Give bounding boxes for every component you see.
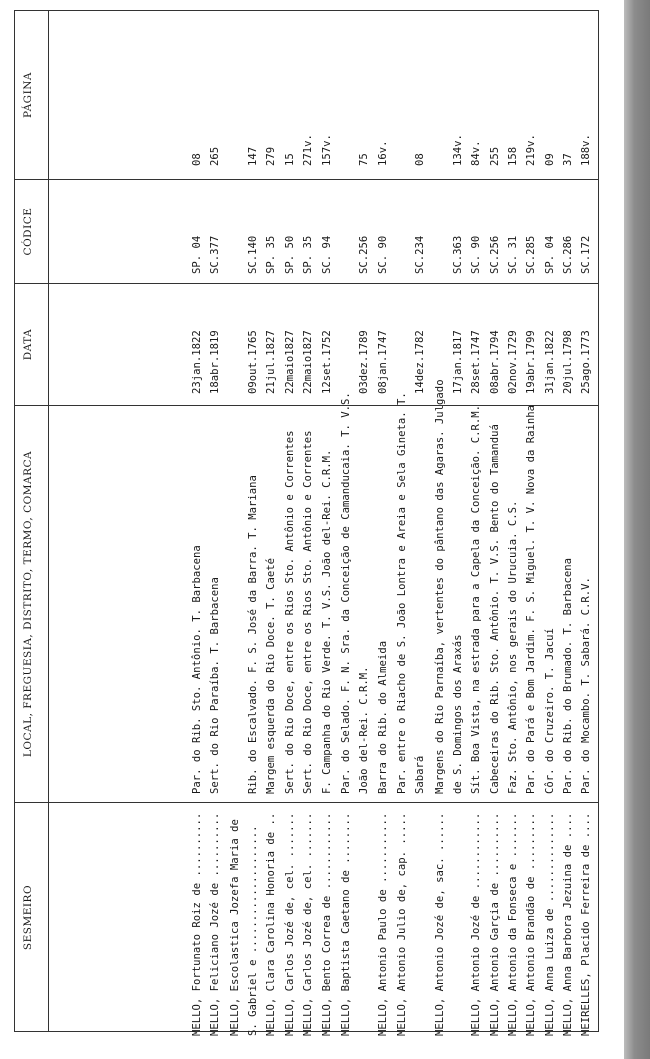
pagina-cell: 255 xyxy=(489,146,501,166)
local-text: Par. do Selado. F. N. Sra. da Conceição de Camanducaia. T. V.S. xyxy=(340,392,352,794)
codice-cell: SC.140 xyxy=(247,235,259,274)
date-cell: 03dez.1789 xyxy=(358,330,370,394)
sesmeiro-name: MELLO, Baptista Caetano de ........ xyxy=(340,812,352,1036)
local-text: Sabará xyxy=(414,755,426,794)
local-text: Par. do Pará e Bom Jardim. F. S. Miguel. T. V. Nova da Rainha xyxy=(525,404,537,794)
local-text: Côr. do Cruzeiro. T. Jacuí xyxy=(544,628,556,794)
local-text: Sert. do Rio Paraíba. T. Barbacena xyxy=(209,577,221,794)
pagina-cell: 37 xyxy=(562,153,574,166)
date-cell: 02nov.1729 xyxy=(507,330,519,394)
codice-cell: SC.172 xyxy=(580,235,592,274)
codice-cell: SC.286 xyxy=(562,235,574,274)
pagina-cell: 265 xyxy=(209,146,221,166)
date-cell: 17jan.1817 xyxy=(452,330,464,394)
sesmeiro-name: MELLO, Feliciano Jozé de .......... xyxy=(209,812,221,1036)
header-separator xyxy=(48,10,49,1032)
local-text: Faz. Sto. Antônio, nos gerais do Urucuia. C.S. xyxy=(507,500,519,794)
right-border xyxy=(14,10,599,11)
sesmeiro-name: MELLO, Carlos Jozé de, cel. ....... xyxy=(302,812,314,1036)
rotated-table xyxy=(0,6,620,1046)
pagina-cell: 158 xyxy=(507,146,519,166)
header-pagina: PÁGINA xyxy=(22,72,34,118)
codice-cell: SP. 50 xyxy=(284,235,296,274)
date-cell: 09out.1765 xyxy=(247,330,259,394)
pagina-cell: 219v. xyxy=(525,134,537,166)
codice-cell: SC.377 xyxy=(209,235,221,274)
codice-cell: SC.363 xyxy=(452,235,464,274)
sesmeiro-name: MELLO, Anna Barbora Jezuina de .... xyxy=(562,812,574,1036)
sesmeiro-name: MELLO, Antonio Brandão de ......... xyxy=(525,812,537,1036)
date-cell: 08abr.1794 xyxy=(489,330,501,394)
local-text: Cabeceiras do Rib. Sto. Antônio. T. V.S. Bento do Tamanduá xyxy=(489,424,501,794)
codice-cell: SC.234 xyxy=(414,235,426,274)
local-text: Sít. Boa Vista, na estrada para a Capela da Conceição. C.R.M. xyxy=(470,404,482,794)
pagina-cell: 279 xyxy=(265,146,277,166)
date-cell: 31jan.1822 xyxy=(544,330,556,394)
bottom-border xyxy=(598,10,599,1032)
date-cell: 22maio1827 xyxy=(302,330,314,394)
sesmeiro-name: MELLO, Antonio Garçia de .......... xyxy=(489,812,501,1036)
date-cell: 12set.1752 xyxy=(321,330,333,394)
pagina-cell: 75 xyxy=(358,153,370,166)
sesmeiro-name: MELLO, Antonio Julio de, cap. ..... xyxy=(396,812,408,1036)
date-cell: 25ago.1773 xyxy=(580,330,592,394)
header-data: DATA xyxy=(22,328,34,361)
col-divider-1 xyxy=(14,802,599,803)
codice-cell: SC.256 xyxy=(358,235,370,274)
codice-cell: SC. 94 xyxy=(321,235,333,274)
codice-cell: SC. 90 xyxy=(470,235,482,274)
pagina-cell: 16v. xyxy=(377,140,389,166)
sesmeiro-name: MELLO, Escolastica Jozefa Maria de xyxy=(229,819,241,1036)
date-cell: 21jul.1827 xyxy=(265,330,277,394)
sesmeiro-name: MELLO, Fortunato Roiz de .......... xyxy=(191,812,203,1036)
codice-cell: SC.256 xyxy=(489,235,501,274)
sesmeiro-name: MELLO, Antonio Jozé de ............ xyxy=(470,812,482,1036)
sesmeiro-name: MELLO, Anna Luiza de .............. xyxy=(544,812,556,1036)
local-text: Par. entre o Riacho de S. João Lontra e Areia e Sela Gineta. T. xyxy=(396,392,408,794)
local-text: de S. Domingos dos Araxás xyxy=(452,634,464,794)
pagina-cell: 09 xyxy=(544,153,556,166)
local-text: Margem esquerda do Rio Doce. T. Caeté xyxy=(265,558,277,794)
date-cell: 22maio1827 xyxy=(284,330,296,394)
local-text: Sert. do Rio Doce, entre os Rios Sto. Antônio e Correntes xyxy=(302,430,314,794)
codice-cell: SP. 04 xyxy=(544,235,556,274)
sesmeiro-name: MELLO, Bento Correa de ............ xyxy=(321,812,333,1036)
codice-cell: SP. 35 xyxy=(302,235,314,274)
local-text: Barra do Rib. do Almeida xyxy=(377,640,389,794)
sesmeiro-name-cont: S. Gabriel e .................... xyxy=(247,825,259,1036)
local-text: Par. do Rib. Sto. Antônio. T. Barbacena xyxy=(191,545,203,794)
date-cell: 19abr.1799 xyxy=(525,330,537,394)
codice-cell: SP. 04 xyxy=(191,235,203,274)
codice-cell: SC.285 xyxy=(525,235,537,274)
date-cell: 20jul.1798 xyxy=(562,330,574,394)
sesmeiro-name: MELLO, Antonio Jozé de, sac. ...... xyxy=(434,812,446,1036)
local-text: João del-Rei. C.R.M. xyxy=(358,666,370,794)
col-divider-4 xyxy=(14,179,599,180)
local-text: F. Campanha do Rio Verde. T. V.S. João del-Rei. C.R.M. xyxy=(321,449,333,794)
local-text: Rib. do Escalvado. F. S. José da Barra. T. Mariana xyxy=(247,475,259,794)
codice-cell: SP. 35 xyxy=(265,235,277,274)
date-cell: 23jan.1822 xyxy=(191,330,203,394)
header-sesmeiro: SESMEIRO xyxy=(22,884,34,951)
scan-edge-shadow xyxy=(624,0,650,1059)
sesmeiro-name: MELLO, Carlos Jozé de, cel. ....... xyxy=(284,812,296,1036)
codice-cell: SC. 90 xyxy=(377,235,389,274)
pagina-cell: 08 xyxy=(414,153,426,166)
pagina-cell: 08 xyxy=(191,153,203,166)
local-text: Margens do Rio Parnaíba, vertentes do pântano das Agaras. Julgado xyxy=(434,379,446,794)
col-divider-2 xyxy=(14,405,599,406)
date-cell: 28set.1747 xyxy=(470,330,482,394)
sesmeiro-name: MEIRELLES, Placido Ferreira de .... xyxy=(580,812,592,1036)
header-local: LOCAL, FREGUESIA, DISTRITO, TERMO, COMARCA xyxy=(22,450,34,758)
pagina-cell: 15 xyxy=(284,153,296,166)
date-cell: 18abr.1819 xyxy=(209,330,221,394)
pagina-cell: 157v. xyxy=(321,134,333,166)
pagina-cell: 134v. xyxy=(452,134,464,166)
local-text: Sert. do Rio Doce, entre os Rios Sto. Antônio e Correntes xyxy=(284,430,296,794)
col-divider-3 xyxy=(14,283,599,284)
sesmeiro-name: MELLO, Clara Carolina Honoria de .. xyxy=(265,812,277,1036)
date-cell: 08jan.1747 xyxy=(377,330,389,394)
header-codice: CÓDICE xyxy=(22,207,34,256)
pagina-cell: 147 xyxy=(247,146,259,166)
date-cell: 14dez.1782 xyxy=(414,330,426,394)
local-text: Par. do Rib. do Brumado. T. Barbacena xyxy=(562,558,574,794)
top-border xyxy=(14,10,15,1032)
codice-cell: SC. 31 xyxy=(507,235,519,274)
sesmeiro-name: MELLO, Antonio Paulo de ........... xyxy=(377,812,389,1036)
pagina-cell: 84v. xyxy=(470,140,482,166)
local-text: Par. do Mocambo. T. Sabará. C.R.V. xyxy=(580,577,592,794)
pagina-cell: 188v. xyxy=(580,134,592,166)
sesmeiro-name: MELLO, Antonio da Fonseca e ....... xyxy=(507,812,519,1036)
pagina-cell: 271v. xyxy=(302,134,314,166)
